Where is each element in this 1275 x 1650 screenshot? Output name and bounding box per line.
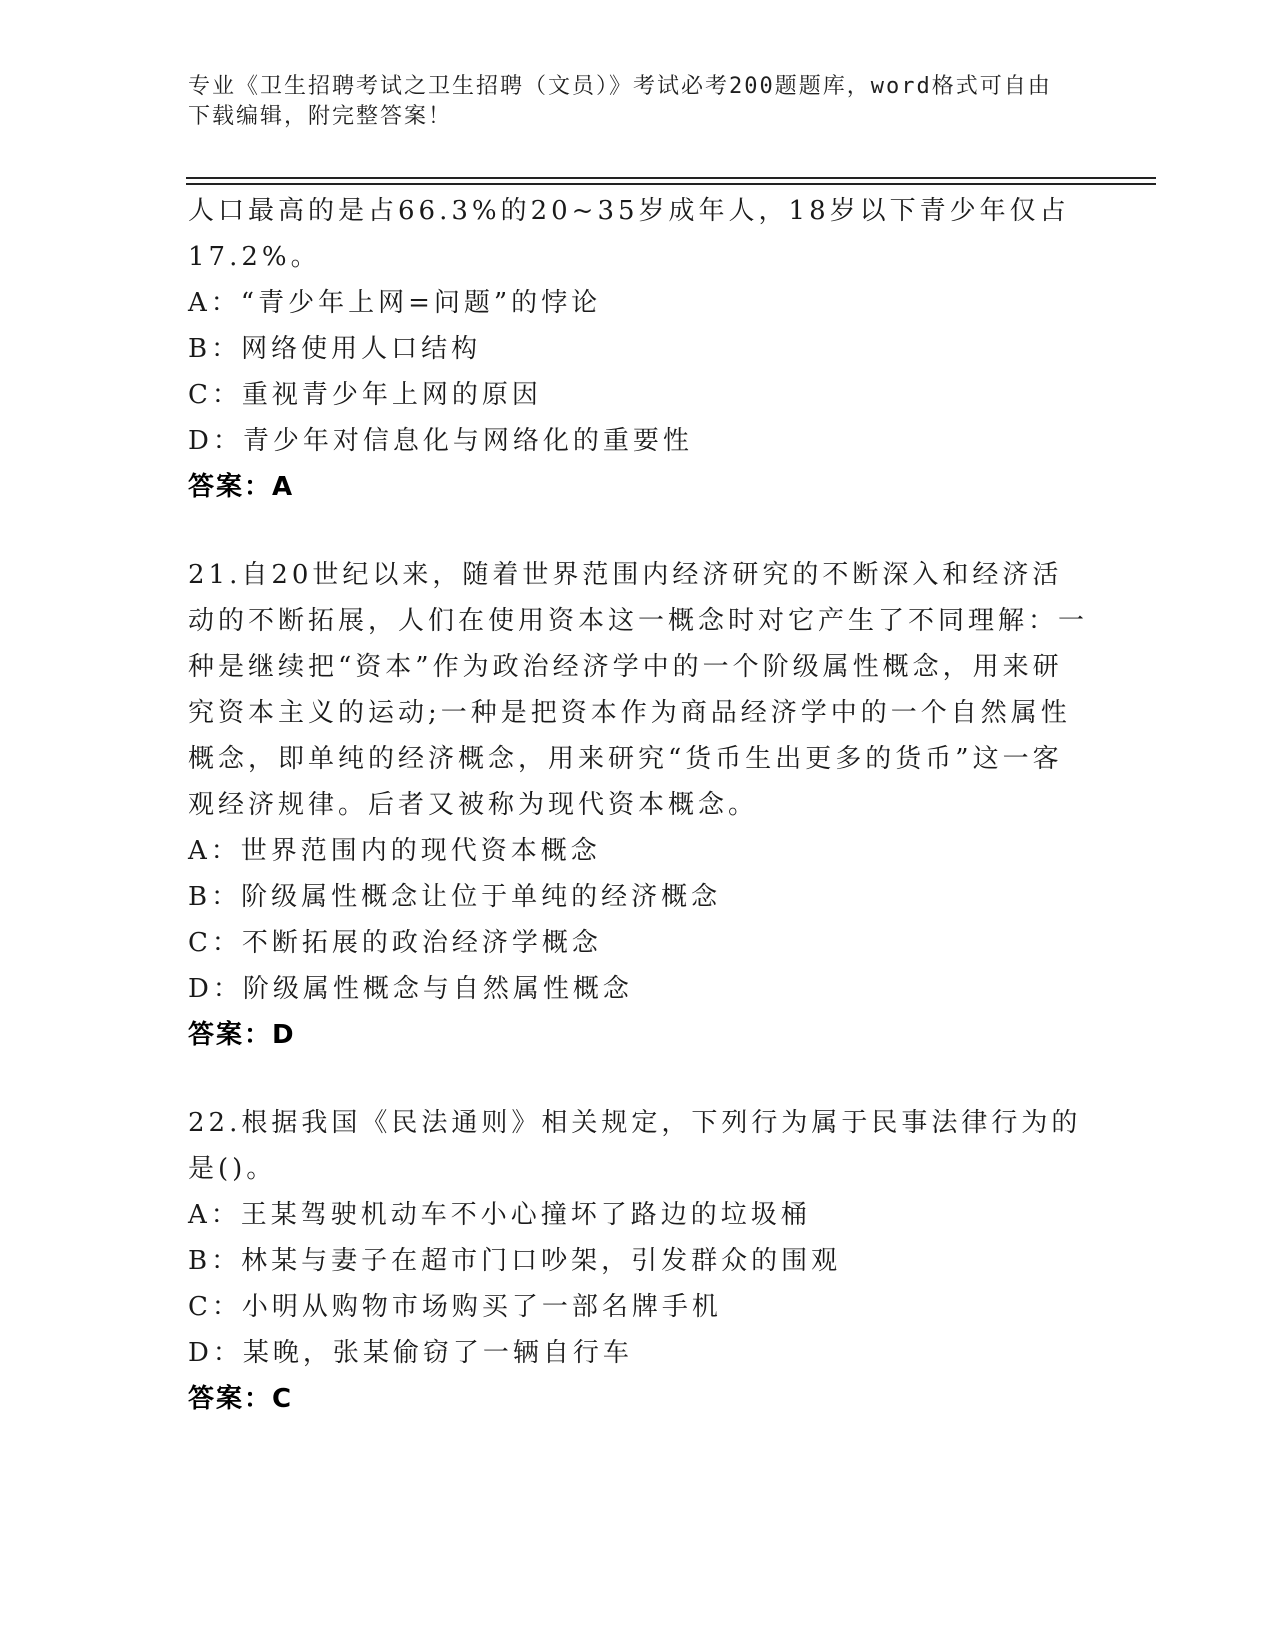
question-22-option-a: A：王某驾驶机动车不小心撞坏了路边的垃圾桶 [188, 1200, 811, 1230]
question-22-option-b: B：林某与妻子在超市门口吵架，引发群众的围观 [188, 1246, 842, 1276]
spacer [188, 510, 1088, 552]
question-22-option-d: D：某晚，张某偷窃了一辆自行车 [188, 1338, 633, 1368]
question-content [188, 188, 1088, 1422]
question-21 [188, 552, 1088, 1058]
question-20-option-d: D：青少年对信息化与网络化的重要性 [188, 426, 693, 456]
document-header: 专业《卫生招聘考试之卫生招聘（文员）》考试必考200题题库，word格式可自由下载编辑，附完整答案！ [188, 74, 1052, 129]
question-21-option-b: B：阶级属性概念让位于单纯的经济概念 [188, 882, 722, 912]
question-20-option-b: B：网络使用人口结构 [188, 334, 482, 364]
header-divider-top [186, 177, 1156, 179]
question-20-stem-tail: 人口最高的是占66.3%的20~35岁成年人，18岁以下青少年仅占17.2%。 [188, 196, 1070, 272]
question-20-option-a: A：“青少年上网=问题”的悖论 [188, 288, 602, 318]
header-divider-bottom [186, 183, 1156, 185]
spacer [188, 1058, 1088, 1100]
question-22-stem: 22.根据我国《民法通则》相关规定，下列行为属于民事法律行为的是()。 [188, 1108, 1082, 1184]
question-21-option-a: A：世界范围内的现代资本概念 [188, 836, 601, 866]
question-20-option-c: C：重视青少年上网的原因 [188, 380, 542, 410]
question-21-option-c: C：不断拓展的政治经济学概念 [188, 928, 602, 958]
question-21-answer: 答案：D [188, 1020, 296, 1050]
question-21-stem: 21.自20世纪以来，随着世界范围内经济研究的不断深入和经济活动的不断拓展，人们在使用资本这一概念时对它产生了不同理解：一种是继续把“资本”作为政治经济学中的一个阶级属性概念，用来研究资本主义的运动;一种是把资本作为商品经济学中的一个自然属性概念，即单纯的经济概念，用来研究“货币生出更多的货币”这一客观经济规律。后者又被称为现代资本概念。 [188, 560, 1089, 820]
question-20 [188, 188, 1088, 510]
question-22 [188, 1100, 1088, 1422]
question-22-option-c: C：小明从购物市场购买了一部名牌手机 [188, 1292, 722, 1322]
question-20-answer: 答案：A [188, 472, 295, 502]
question-21-option-d: D：阶级属性概念与自然属性概念 [188, 974, 633, 1004]
question-22-answer: 答案：C [188, 1384, 294, 1414]
